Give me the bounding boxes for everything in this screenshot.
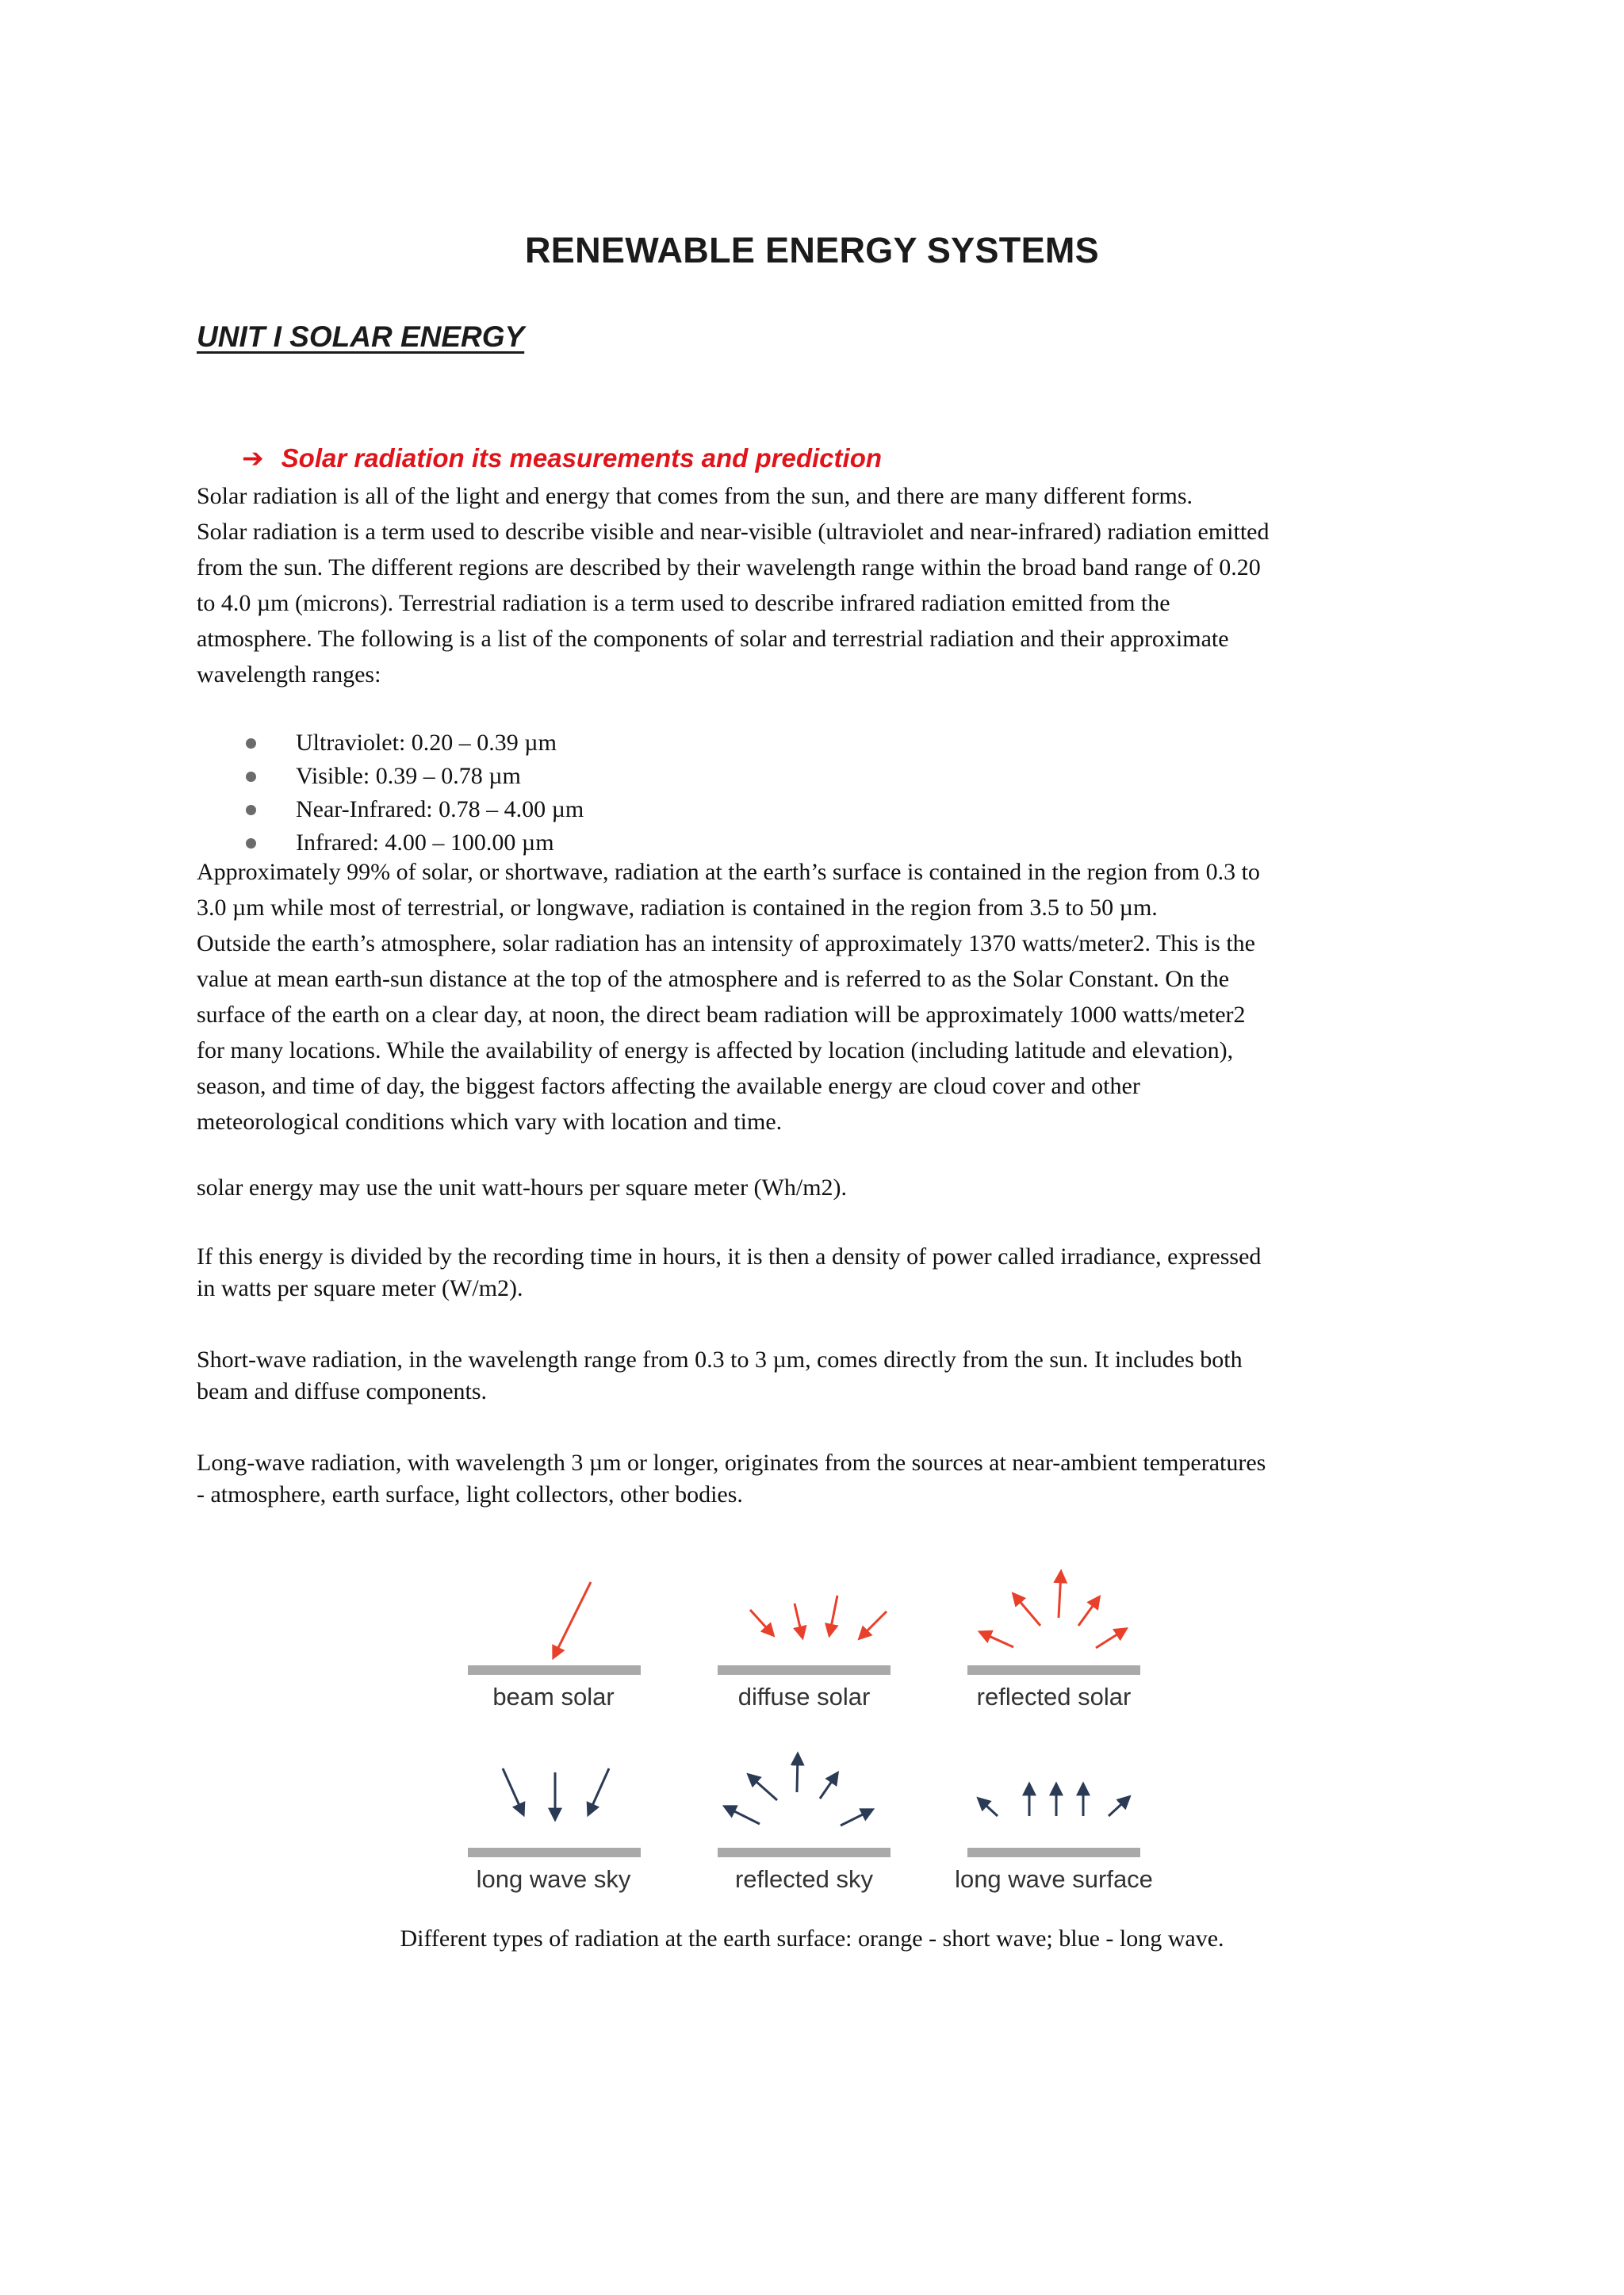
list-item: Visible: 0.39 – 0.78 µm: [246, 760, 584, 793]
label-diffuse-solar: diffuse solar: [737, 1683, 871, 1711]
text-line: to 4.0 µm (microns). Terrestrial radiation is a term used to describe infrared radiation emitted from the: [197, 590, 1170, 616]
long-wave-surface-panel: [955, 1784, 1153, 1893]
text-line: - atmosphere, earth surface, light collectors, other bodies.: [197, 1481, 743, 1508]
reflected-sky-arrow-icon: [725, 1806, 760, 1824]
text-line: season, and time of day, the biggest factors affecting the available energy are cloud cover and other: [197, 1073, 1140, 1099]
sky-arrow-icon: [503, 1768, 523, 1814]
reflected-arrow-icon: [980, 1632, 1013, 1647]
reflected-arrow-icon: [1078, 1597, 1099, 1626]
list-item: Infrared: 4.00 – 100.00 µm: [246, 826, 584, 860]
list-item: Near-Infrared: 0.78 – 4.00 µm: [246, 793, 584, 826]
reflected-sky-arrow-icon: [841, 1810, 872, 1826]
sky-arrow-icon: [588, 1768, 609, 1814]
label-long-wave-surface: long wave surface: [955, 1865, 1153, 1893]
surface-bar: [967, 1665, 1140, 1675]
diffuse-arrow-icon: [750, 1610, 773, 1635]
text-line: meteorological conditions which vary with location and time.: [197, 1109, 783, 1135]
surface-bar: [718, 1848, 891, 1857]
document-title: RENEWABLE ENERGY SYSTEMS: [525, 230, 1099, 270]
surface-arrow-icon: [1109, 1797, 1129, 1816]
reflected-arrow-icon: [1096, 1629, 1126, 1648]
text-line: from the sun. The different regions are described by their wavelength range within the broad band range of 0.20: [197, 554, 1261, 580]
section-heading-text: Solar radiation its measurements and prediction: [281, 443, 883, 473]
bullet-icon: [246, 805, 256, 815]
text-line: If this energy is divided by the recording time in hours, it is then a density of power called irradiance, expressed: [197, 1243, 1262, 1270]
surface-arrow-icon: [979, 1799, 998, 1816]
surface-bar: [468, 1665, 641, 1675]
reflected-sky-arrow-icon: [749, 1775, 777, 1800]
units-paragraph: solar energy may use the unit watt-hours per square meter (Wh/m2).: [197, 1174, 848, 1201]
label-beam-solar: beam solar: [492, 1683, 615, 1711]
bullet-icon: [246, 838, 256, 849]
diffuse-arrow-icon: [860, 1611, 887, 1638]
wavelength-list: [246, 726, 584, 860]
text-line: atmosphere. The following is a list of the components of solar and terrestrial radiation and their approximate: [197, 626, 1229, 652]
section-heading: [242, 443, 882, 473]
diffuse-solar-panel: [718, 1596, 891, 1711]
reflected-solar-panel: [967, 1572, 1140, 1711]
bullet-icon: [246, 738, 256, 749]
reflected-sky-arrow-icon: [820, 1773, 837, 1799]
text-line: Outside the earth’s atmosphere, solar radiation has an intensity of approximately 1370 watts/meter2. This is the: [197, 930, 1255, 956]
arrow-right-icon: ➔: [242, 443, 264, 473]
beam-solar-panel: [468, 1582, 641, 1711]
reflected-arrow-icon: [1059, 1572, 1061, 1618]
diffuse-arrow-icon: [795, 1603, 802, 1638]
text-line: Solar radiation is all of the light and energy that comes from the sun, and there are many different forms.: [197, 483, 1193, 509]
figure-caption: Different types of radiation at the earth surface: orange - short wave; blue - long wave.: [400, 1925, 1224, 1952]
diffuse-arrow-icon: [829, 1596, 837, 1635]
text-line: in watts per square meter (W/m2).: [197, 1275, 523, 1301]
beam-arrow-icon: [553, 1582, 591, 1657]
text-line: Short-wave radiation, in the wavelength range from 0.3 to 3 µm, comes directly from the sun. It includes both: [197, 1347, 1243, 1373]
text-line: surface of the earth on a clear day, at noon, the direct beam radiation will be approximately 1000 watts/meter2: [197, 1002, 1246, 1028]
surface-bar: [967, 1848, 1140, 1857]
text-line: beam and diffuse components.: [197, 1378, 488, 1404]
label-long-wave-sky: long wave sky: [476, 1865, 631, 1893]
surface-bar: [718, 1665, 891, 1675]
text-line: for many locations. While the availability of energy is affected by location (including latitude and elevation),: [197, 1037, 1234, 1063]
text-line: Approximately 99% of solar, or shortwave, radiation at the earth’s surface is contained in the region from 0.3 to: [197, 859, 1260, 885]
text-line: 3.0 µm while most of terrestrial, or longwave, radiation is contained in the region from 3.5 to 50 µm.: [197, 895, 1158, 921]
bullet-icon: [246, 772, 256, 782]
label-reflected-sky: reflected sky: [734, 1865, 874, 1893]
reflected-sky-panel: [718, 1754, 891, 1893]
reflected-sky-arrow-icon: [797, 1754, 798, 1792]
text-line: Solar radiation is a term used to describe visible and near-visible (ultraviolet and near-infrared) radiation emitted: [197, 519, 1270, 545]
list-item: Ultraviolet: 0.20 – 0.39 µm: [246, 726, 584, 760]
text-line: wavelength ranges:: [197, 661, 381, 688]
long-wave-sky-panel: [468, 1768, 641, 1893]
surface-bar: [468, 1848, 641, 1857]
radiation-types-figure: [444, 1546, 1205, 1919]
text-line: Long-wave radiation, with wavelength 3 µm or longer, originates from the sources at near-ambient temperatures: [197, 1450, 1266, 1476]
label-reflected-solar: reflected solar: [976, 1683, 1132, 1711]
reflected-arrow-icon: [1013, 1594, 1040, 1626]
unit-heading: UNIT I SOLAR ENERGY: [197, 320, 525, 353]
text-line: value at mean earth-sun distance at the top of the atmosphere and is referred to as the Solar Constant. On the: [197, 966, 1230, 992]
